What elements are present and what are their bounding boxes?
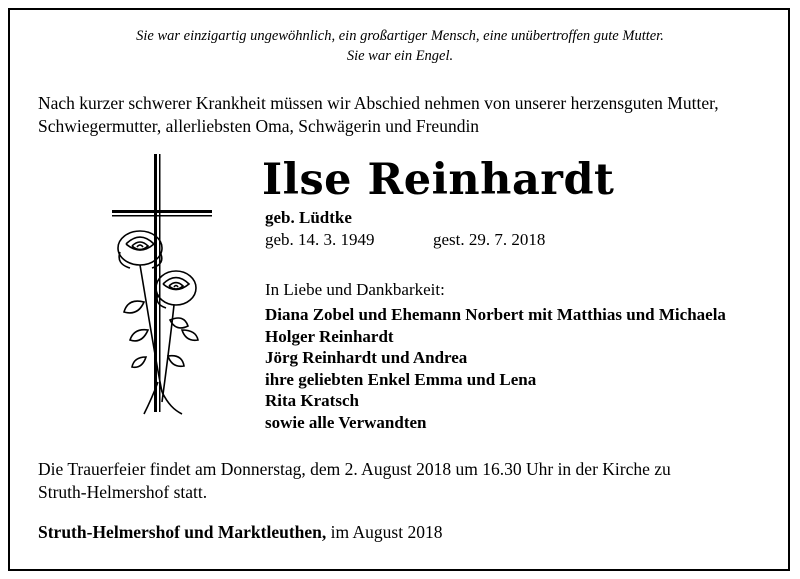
death-date: gest. 29. 7. 2018 [433, 230, 546, 249]
service-info [38, 458, 778, 504]
mourner-line: Diana Zobel und Ehemann Norbert mit Matthias und Michaela [265, 305, 726, 324]
life-dates [265, 230, 545, 250]
motto-line-1: Sie war einzigartig ungewöhnlich, ein großartiger Mensch, eine unübertroffen gute Mutter. [136, 28, 664, 44]
mourner-line: Holger Reinhardt [265, 326, 394, 346]
birth-name: geb. Lüdtke [265, 208, 352, 227]
place-and-date [38, 522, 442, 543]
intro-line-2: Schwiegermutter, allerliebsten Oma, Schwägerin und Freundin [38, 116, 480, 136]
motto [0, 26, 800, 66]
mourner-line: sowie alle Verwandten [265, 412, 427, 432]
mourner-line: Rita Kratsch [265, 391, 359, 410]
intro-text [38, 92, 778, 138]
mourners-list [265, 304, 726, 433]
mourner-line: Jörg Reinhardt und Andrea [265, 348, 468, 367]
birth-date: geb. 14. 3. 1949 [265, 230, 375, 249]
gratitude-line: In Liebe und Dankbarkeit: [265, 280, 445, 299]
place-date: im August 2018 [326, 522, 443, 542]
service-line-2: Struth-Helmershof statt. [38, 482, 208, 502]
cross-with-roses-icon [108, 152, 228, 422]
intro-line-1: Nach kurzer schwerer Krankheit müssen wir Abschied nehmen von unserer herzensguten Mutter, [38, 93, 719, 113]
deceased-name: Ilse Reinhardt [262, 155, 615, 205]
service-line-1: Die Trauerfeier findet am Donnerstag, dem 2. August 2018 um 16.30 Uhr in der Kirche zu [38, 459, 671, 479]
place-location: Struth-Helmershof und Marktleuthen, [38, 522, 327, 542]
motto-line-2: Sie war ein Engel. [346, 48, 454, 64]
mourner-line: ihre geliebten Enkel Emma und Lena [265, 369, 537, 389]
